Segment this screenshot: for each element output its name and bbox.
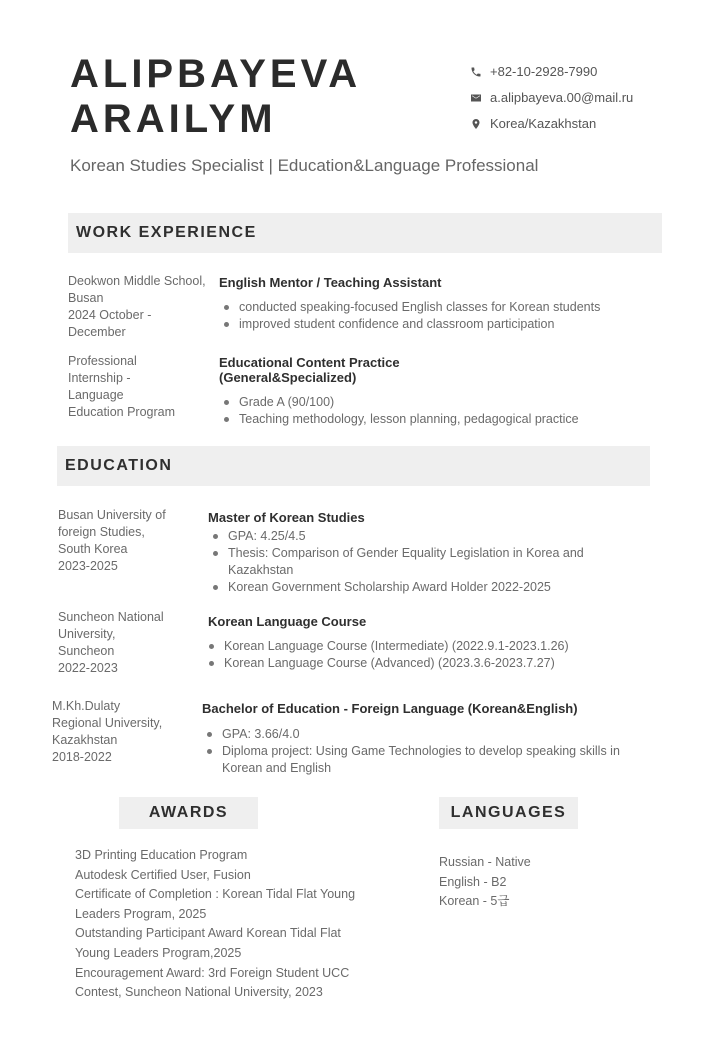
work-entry-1-role: English Mentor / Teaching Assistant	[219, 275, 442, 290]
email-text: a.alipbayeva.00@mail.ru	[490, 90, 634, 105]
bullet-item: Teaching methodology, lesson planning, pedagogical practice	[219, 411, 659, 428]
meta-line: University,	[58, 627, 116, 641]
meta-line: Busan University of	[58, 508, 166, 522]
meta-line: Busan	[68, 291, 104, 305]
meta-line: M.Kh.Dulaty	[52, 699, 121, 713]
meta-line: foreign Studies,	[58, 525, 145, 539]
award-line: Young Leaders Program,2025	[75, 945, 242, 960]
languages-title: LANGUAGES	[450, 804, 567, 821]
education-title: EDUCATION	[65, 457, 173, 474]
bullet-item: GPA: 4.25/4.5	[208, 528, 628, 545]
contact-location	[470, 116, 596, 131]
award-line: Outstanding Participant Award Korean Tidal Flat	[75, 926, 341, 941]
edu-entry-3-meta	[52, 698, 202, 766]
mail-icon	[470, 92, 482, 104]
work-experience-title: WORK EXPERIENCE	[76, 224, 257, 241]
work-entry-2-role-line2: (General&Specialized)	[219, 370, 357, 385]
meta-line: Suncheon	[58, 644, 115, 658]
name-first-line: ALIPBAYEVA	[70, 52, 362, 96]
award-line: 3D Printing Education Program	[75, 848, 248, 862]
meta-line: 2022-2023	[58, 661, 118, 675]
award-line: Leaders Program, 2025	[75, 906, 207, 921]
award-line: Autodesk Certified User, Fusion	[75, 867, 251, 882]
awards-list	[75, 846, 395, 1003]
work-experience-header	[68, 213, 662, 253]
location-text: Korea/Kazakhstan	[490, 116, 597, 131]
bullet-item: Diploma project: Using Game Technologies to develop speaking skills in Korean and English	[202, 743, 642, 777]
bullet-item: conducted speaking-focused English classes for Korean students	[219, 299, 659, 316]
edu-entry-2-meta	[58, 609, 208, 677]
work-entry-2-meta	[68, 353, 218, 421]
contact-email[interactable]	[470, 90, 633, 105]
language-line: Russian - Native	[439, 855, 531, 869]
location-pin-icon	[470, 118, 482, 130]
meta-line: Regional University,	[52, 716, 163, 730]
edu-entry-2-role: Korean Language Course	[208, 614, 367, 629]
phone-icon	[470, 66, 482, 78]
award-line: Contest, Suncheon National University, 2023	[75, 985, 323, 1000]
edu-entry-1-role: Master of Korean Studies	[208, 510, 365, 525]
bullet-item: Grade A (90/100)	[219, 394, 659, 411]
meta-line: December	[68, 325, 126, 339]
bullet-item: improved student confidence and classroom participation	[219, 316, 659, 333]
name-second-line: ARAILYM	[70, 97, 277, 141]
bullet-item: Korean Language Course (Intermediate) (2022.9.1-2023.1.26)	[204, 638, 648, 655]
edu-entry-2-bullets	[204, 638, 648, 672]
phone-text: +82-10-2928-7990	[490, 64, 598, 79]
language-line: Korean - 5급	[439, 894, 510, 909]
bullet-item: Korean Language Course (Advanced) (2023.3.6-2023.7.27)	[204, 655, 648, 672]
awards-title: AWARDS	[148, 804, 229, 821]
education-header	[57, 446, 650, 486]
meta-line: Suncheon National	[58, 610, 164, 624]
award-line: Certificate of Completion : Korean Tidal Flat Young	[75, 887, 356, 902]
meta-line: 2023-2025	[58, 559, 118, 573]
edu-entry-2	[208, 614, 648, 672]
bullet-item: Korean Government Scholarship Award Holder 2022-2025	[208, 579, 628, 596]
award-line: Encouragement Award: 3rd Foreign Student UCC	[75, 965, 350, 980]
contact-phone[interactable]	[470, 64, 597, 79]
work-entry-2-role-line1: Educational Content Practice	[219, 355, 400, 370]
bullet-item: GPA: 3.66/4.0	[202, 726, 642, 743]
edu-entry-3-bullets	[202, 726, 642, 777]
bullet-item: Thesis: Comparison of Gender Equality Legislation in Korea and Kazakhstan	[208, 545, 628, 579]
edu-entry-3-role: Bachelor of Education - Foreign Language (Korean&English)	[202, 701, 578, 716]
work-entry-2-bullets	[219, 394, 659, 428]
work-entry-1-bullets	[219, 299, 659, 333]
work-entry-1-meta	[68, 273, 218, 341]
language-line: English - B2	[439, 874, 507, 889]
edu-entry-1	[208, 510, 628, 596]
edu-entry-1-bullets	[208, 528, 628, 596]
meta-line: 2018-2022	[52, 750, 112, 764]
professional-subtitle: Korean Studies Specialist | Education&Language Professional	[70, 156, 539, 175]
meta-line: Education Program	[68, 405, 176, 419]
meta-line: Language	[68, 388, 124, 402]
languages-header	[439, 797, 578, 829]
meta-line: Professional	[68, 354, 137, 368]
meta-line: Kazakhstan	[52, 733, 118, 747]
edu-entry-3	[202, 701, 642, 777]
meta-line: 2024 October -	[68, 308, 152, 322]
languages-list	[439, 853, 639, 912]
meta-line: South Korea	[58, 542, 128, 556]
meta-line: Internship -	[68, 371, 131, 385]
work-entry-1	[219, 275, 659, 333]
work-entry-2	[219, 355, 659, 428]
meta-line: Deokwon Middle School,	[68, 274, 206, 288]
edu-entry-1-meta	[58, 507, 208, 575]
awards-header	[119, 797, 258, 829]
